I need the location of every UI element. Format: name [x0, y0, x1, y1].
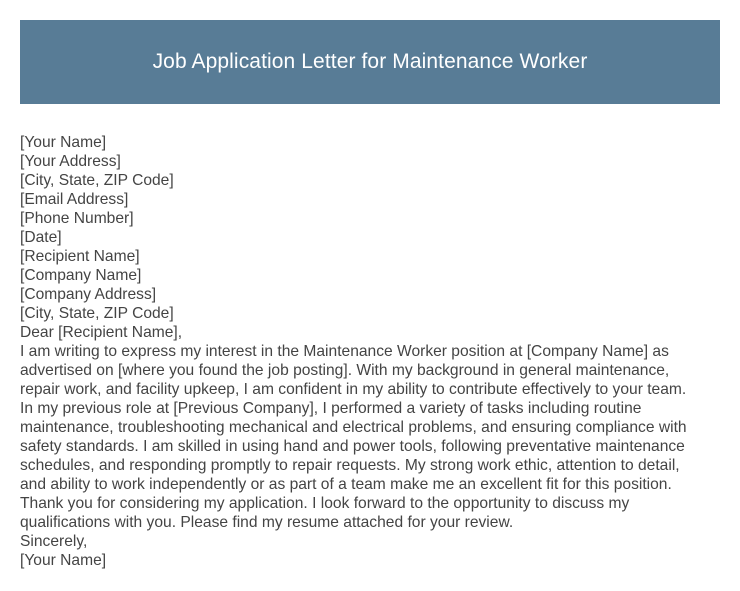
sender-email: [Email Address]	[20, 191, 129, 208]
body-line: repair work, and facility upkeep, I am confident in my ability to contribute effectively to your team.	[20, 381, 687, 398]
sender-city-state-zip: [City, State, ZIP Code]	[20, 172, 174, 189]
body-line: qualifications with you. Please find my resume attached for your review.	[20, 514, 514, 531]
body-line: Thank you for considering my application. I look forward to the opportunity to discuss my	[20, 495, 630, 512]
recipient-company: [Company Name]	[20, 267, 142, 284]
body-line: In my previous role at [Previous Company], I performed a variety of tasks including routine	[20, 400, 642, 417]
sender-phone: [Phone Number]	[20, 210, 134, 227]
body-line: schedules, and responding promptly to repair requests. My strong work ethic, attention to detail,	[20, 457, 680, 474]
signature: [Your Name]	[20, 552, 107, 569]
body-line: I am writing to express my interest in the Maintenance Worker position at [Company Name] as	[20, 343, 669, 360]
letter-body	[20, 133, 720, 570]
header-banner	[20, 20, 720, 104]
body-line: maintenance, troubleshooting mechanical and electrical problems, and ensuring compliance with	[20, 419, 687, 436]
page-title: Job Application Letter for Maintenance Worker	[152, 50, 588, 73]
body-line: safety standards. I am skilled in using hand and power tools, following preventative maintenance	[20, 438, 685, 455]
body-line: advertised on [where you found the job posting]. With my background in general maintenance,	[20, 362, 670, 379]
recipient-city-state-zip: [City, State, ZIP Code]	[20, 305, 174, 322]
recipient-name: [Recipient Name]	[20, 248, 140, 265]
sender-address: [Your Address]	[20, 153, 121, 170]
salutation: Dear [Recipient Name],	[20, 324, 183, 341]
closing: Sincerely,	[20, 533, 88, 550]
sender-name: [Your Name]	[20, 134, 107, 151]
recipient-company-address: [Company Address]	[20, 286, 157, 303]
letter-date: [Date]	[20, 229, 62, 246]
body-line: and ability to work independently or as part of a team make me an excellent fit for this position.	[20, 476, 672, 493]
